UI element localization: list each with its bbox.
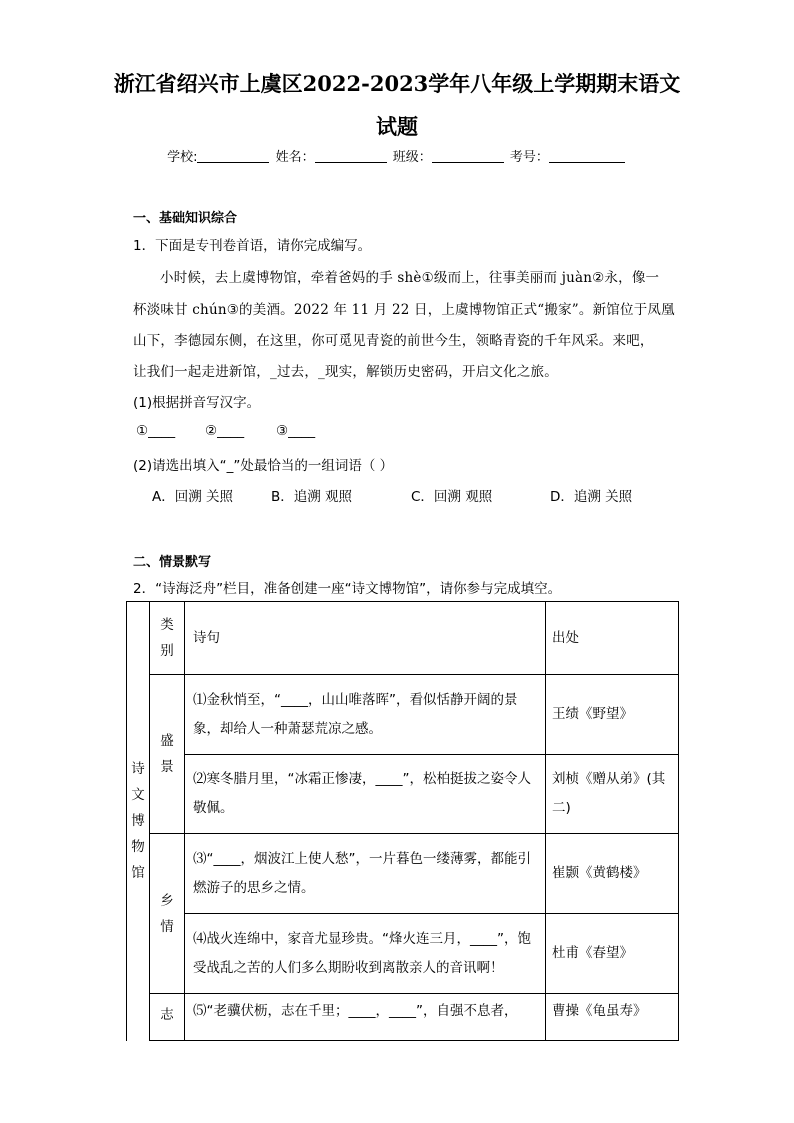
option-d: D．追溯 关照: [550, 489, 633, 505]
verse-cell-1: ⑴金秋悄至，“____，山山唯落晖”，看似恬静开阔的景象，却给人一种萧瑟荒凉之感。: [185, 675, 546, 755]
section2-heading: 二、情景默写: [133, 555, 212, 570]
verse-cell-5: ⑸“老骥伏枥，志在千里；____，____”，自强不息者，: [185, 994, 546, 1041]
answer-blank-1: ①____: [136, 423, 176, 439]
category-header: 类别: [160, 617, 174, 659]
verse-cell-3: ⑶“____，烟波江上使人愁”，一片暮色一缕薄雾，都能引燃游子的思乡之情。: [185, 834, 546, 914]
name-blank: [315, 148, 387, 163]
verse-cell-4: ⑷战火连绵中，家音尤显珍贵。“烽火连三月，____”，饱受战乱之苦的人们多么期盼收到离散亲人的音讯啊！: [185, 914, 546, 994]
category-label: 盛景: [160, 733, 174, 775]
table-row: [127, 994, 679, 1041]
class-label: 班级：: [392, 150, 432, 165]
table-row: [127, 834, 679, 914]
source-cell-5: 曹操《龟虽寿》: [546, 994, 679, 1041]
verse-cell-2: ⑵寒冬腊月里，“冰霜正惨凄，____”，松柏挺拔之姿令人敬佩。: [185, 755, 546, 834]
category-header-cell: [150, 602, 185, 675]
source-cell-1: 王绩《野望》: [546, 675, 679, 755]
answer-blank-3: ③____: [276, 423, 316, 439]
question2-stem: 2．“诗海泛舟”栏目，准备创建一座“诗文博物馆”，请你参与完成填空。: [133, 581, 562, 597]
museum-label-cell: [127, 602, 150, 1041]
verse-header: 诗句: [185, 602, 546, 675]
table-row: [127, 675, 679, 755]
category-cell-zhi: [150, 994, 185, 1041]
passage-line-3: 山下，李德园东侧，在这里，你可觅见青瓷的前世今生，领略青瓷的千年风采。来吧，: [133, 333, 654, 349]
option-b: B．追溯 观照: [271, 489, 353, 505]
option-a: A．回溯 关照: [152, 489, 234, 505]
sub-question-2: (2)请选出填入“_”处最恰当的一组词语（ ）: [133, 458, 394, 474]
category-label: 志: [160, 1007, 174, 1023]
table-row: [127, 755, 679, 834]
source-cell-4: 杜甫《春望》: [546, 914, 679, 994]
name-label: 姓名：: [275, 150, 315, 165]
school-blank: [197, 148, 269, 163]
exam-number-label: 考号：: [509, 150, 549, 165]
class-blank: [432, 148, 504, 163]
school-label: 学校:: [167, 150, 198, 165]
answer-blank-2: ②____: [205, 423, 245, 439]
source-cell-2: 刘桢《赠从弟》(其二): [546, 755, 679, 834]
source-header: 出处: [546, 602, 679, 675]
source-cell-3: 崔颢《黄鹤楼》: [546, 834, 679, 914]
section1-heading: 一、基础知识综合: [133, 211, 238, 226]
category-label: 乡情: [160, 892, 174, 935]
category-cell-xiangqing: [150, 834, 185, 994]
student-info-line: [0, 146, 794, 165]
passage-line-4: 让我们一起走进新馆，_过去，_现实，解锁历史密码，开启文化之旅。: [133, 364, 558, 380]
option-c: C．回溯 观照: [411, 489, 493, 505]
exam-title-line2: 试题: [376, 114, 418, 139]
passage-line-2: 杯淡味甘 chún③的美酒。2022 年 11 月 22 日，上虞博物馆正式“搬家”。新馆位于凤凰: [133, 302, 675, 318]
passage-line-1: 小时候，去上虞博物馆，牵着爸妈的手 shè①级而上，往事美丽而 juàn②永，像一: [160, 270, 660, 286]
museum-label: 诗文博物馆: [131, 761, 145, 882]
question1-stem: 1．下面是专刊卷首语，请你完成编写。: [133, 238, 372, 254]
exam-title-line1: 浙江省绍兴市上虞区2022-2023学年八年级上学期期末语文: [113, 71, 681, 96]
table-header-row: [127, 602, 679, 675]
poem-museum-table: [126, 601, 679, 1041]
exam-number-blank: [549, 148, 625, 163]
category-cell-shengjing: [150, 675, 185, 834]
sub-question-1: (1)根据拼音写汉字。: [133, 395, 261, 411]
table-row: [127, 914, 679, 994]
